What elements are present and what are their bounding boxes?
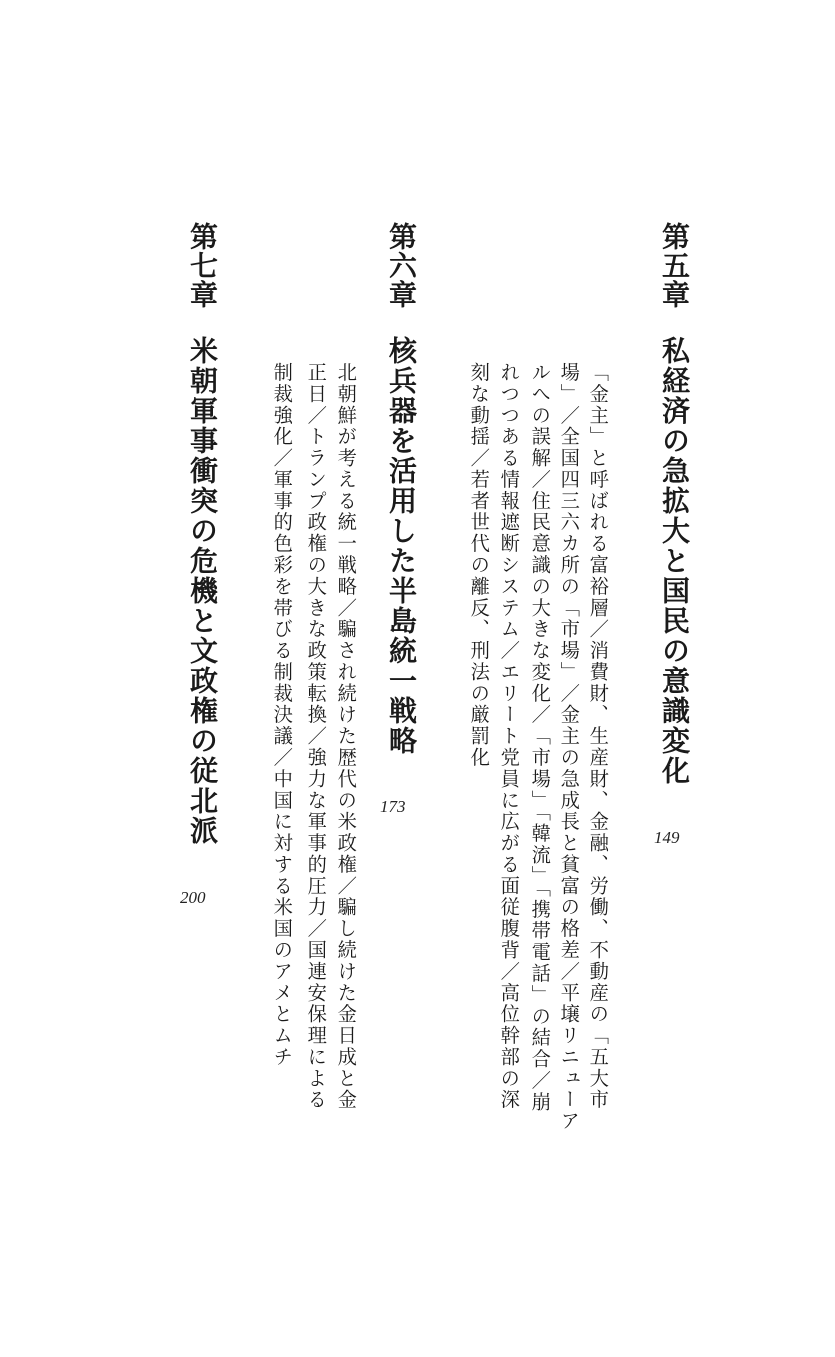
chapter-5-title: 私経済の急拡大と国民の意識変化 [658,336,691,786]
chapter-5-label: 第五章 [658,222,691,309]
chapter-6-summary-line-2: 正日／トランプ政権の大きな政策転換／強力な軍事的圧力／国連安保理による [304,362,328,1111]
chapter-7-page-number: 200 [180,888,206,907]
chapter-7-title: 米朝軍事衝突の危機と文政権の従北派 [186,336,219,846]
chapter-5-summary-line-3: ルへの誤解／住民意識の大きな変化／「市場」「韓流」「携帯電話」の結合／崩 [528,362,552,1113]
chapter-6-label: 第六章 [385,222,418,309]
chapter-6-summary-line-3: 制裁強化／軍事的色彩を帯びる制裁決議／中国に対する米国のアメとムチ [270,362,294,1068]
chapter-5-summary-line-1: 「金主」と呼ばれる富裕層／消費財、生産財、金融、労働、不動産の「五大市 [586,362,610,1111]
chapter-5-page-number: 149 [654,828,680,847]
chapter-5-summary-line-4: れつつある情報遮断システム／エリート党員に広がる面従腹背／高位幹部の深 [497,362,521,1111]
chapter-5-summary-line-5: 刻な動揺／若者世代の離反、刑法の厳罰化 [467,362,491,769]
chapter-6-title: 核兵器を活用した半島統一戦略 [385,336,418,756]
chapter-5-summary-line-2: 場」／全国四三六カ所の「市場」／金主の急成長と貧富の格差／平壌リニューア [557,362,581,1133]
chapter-6-page-number: 173 [380,797,406,816]
chapter-6-summary-line-1: 北朝鮮が考える統一戦略／騙され続けた歴代の米政権／騙し続けた金日成と金 [334,362,358,1111]
chapter-7-label: 第七章 [186,222,219,309]
